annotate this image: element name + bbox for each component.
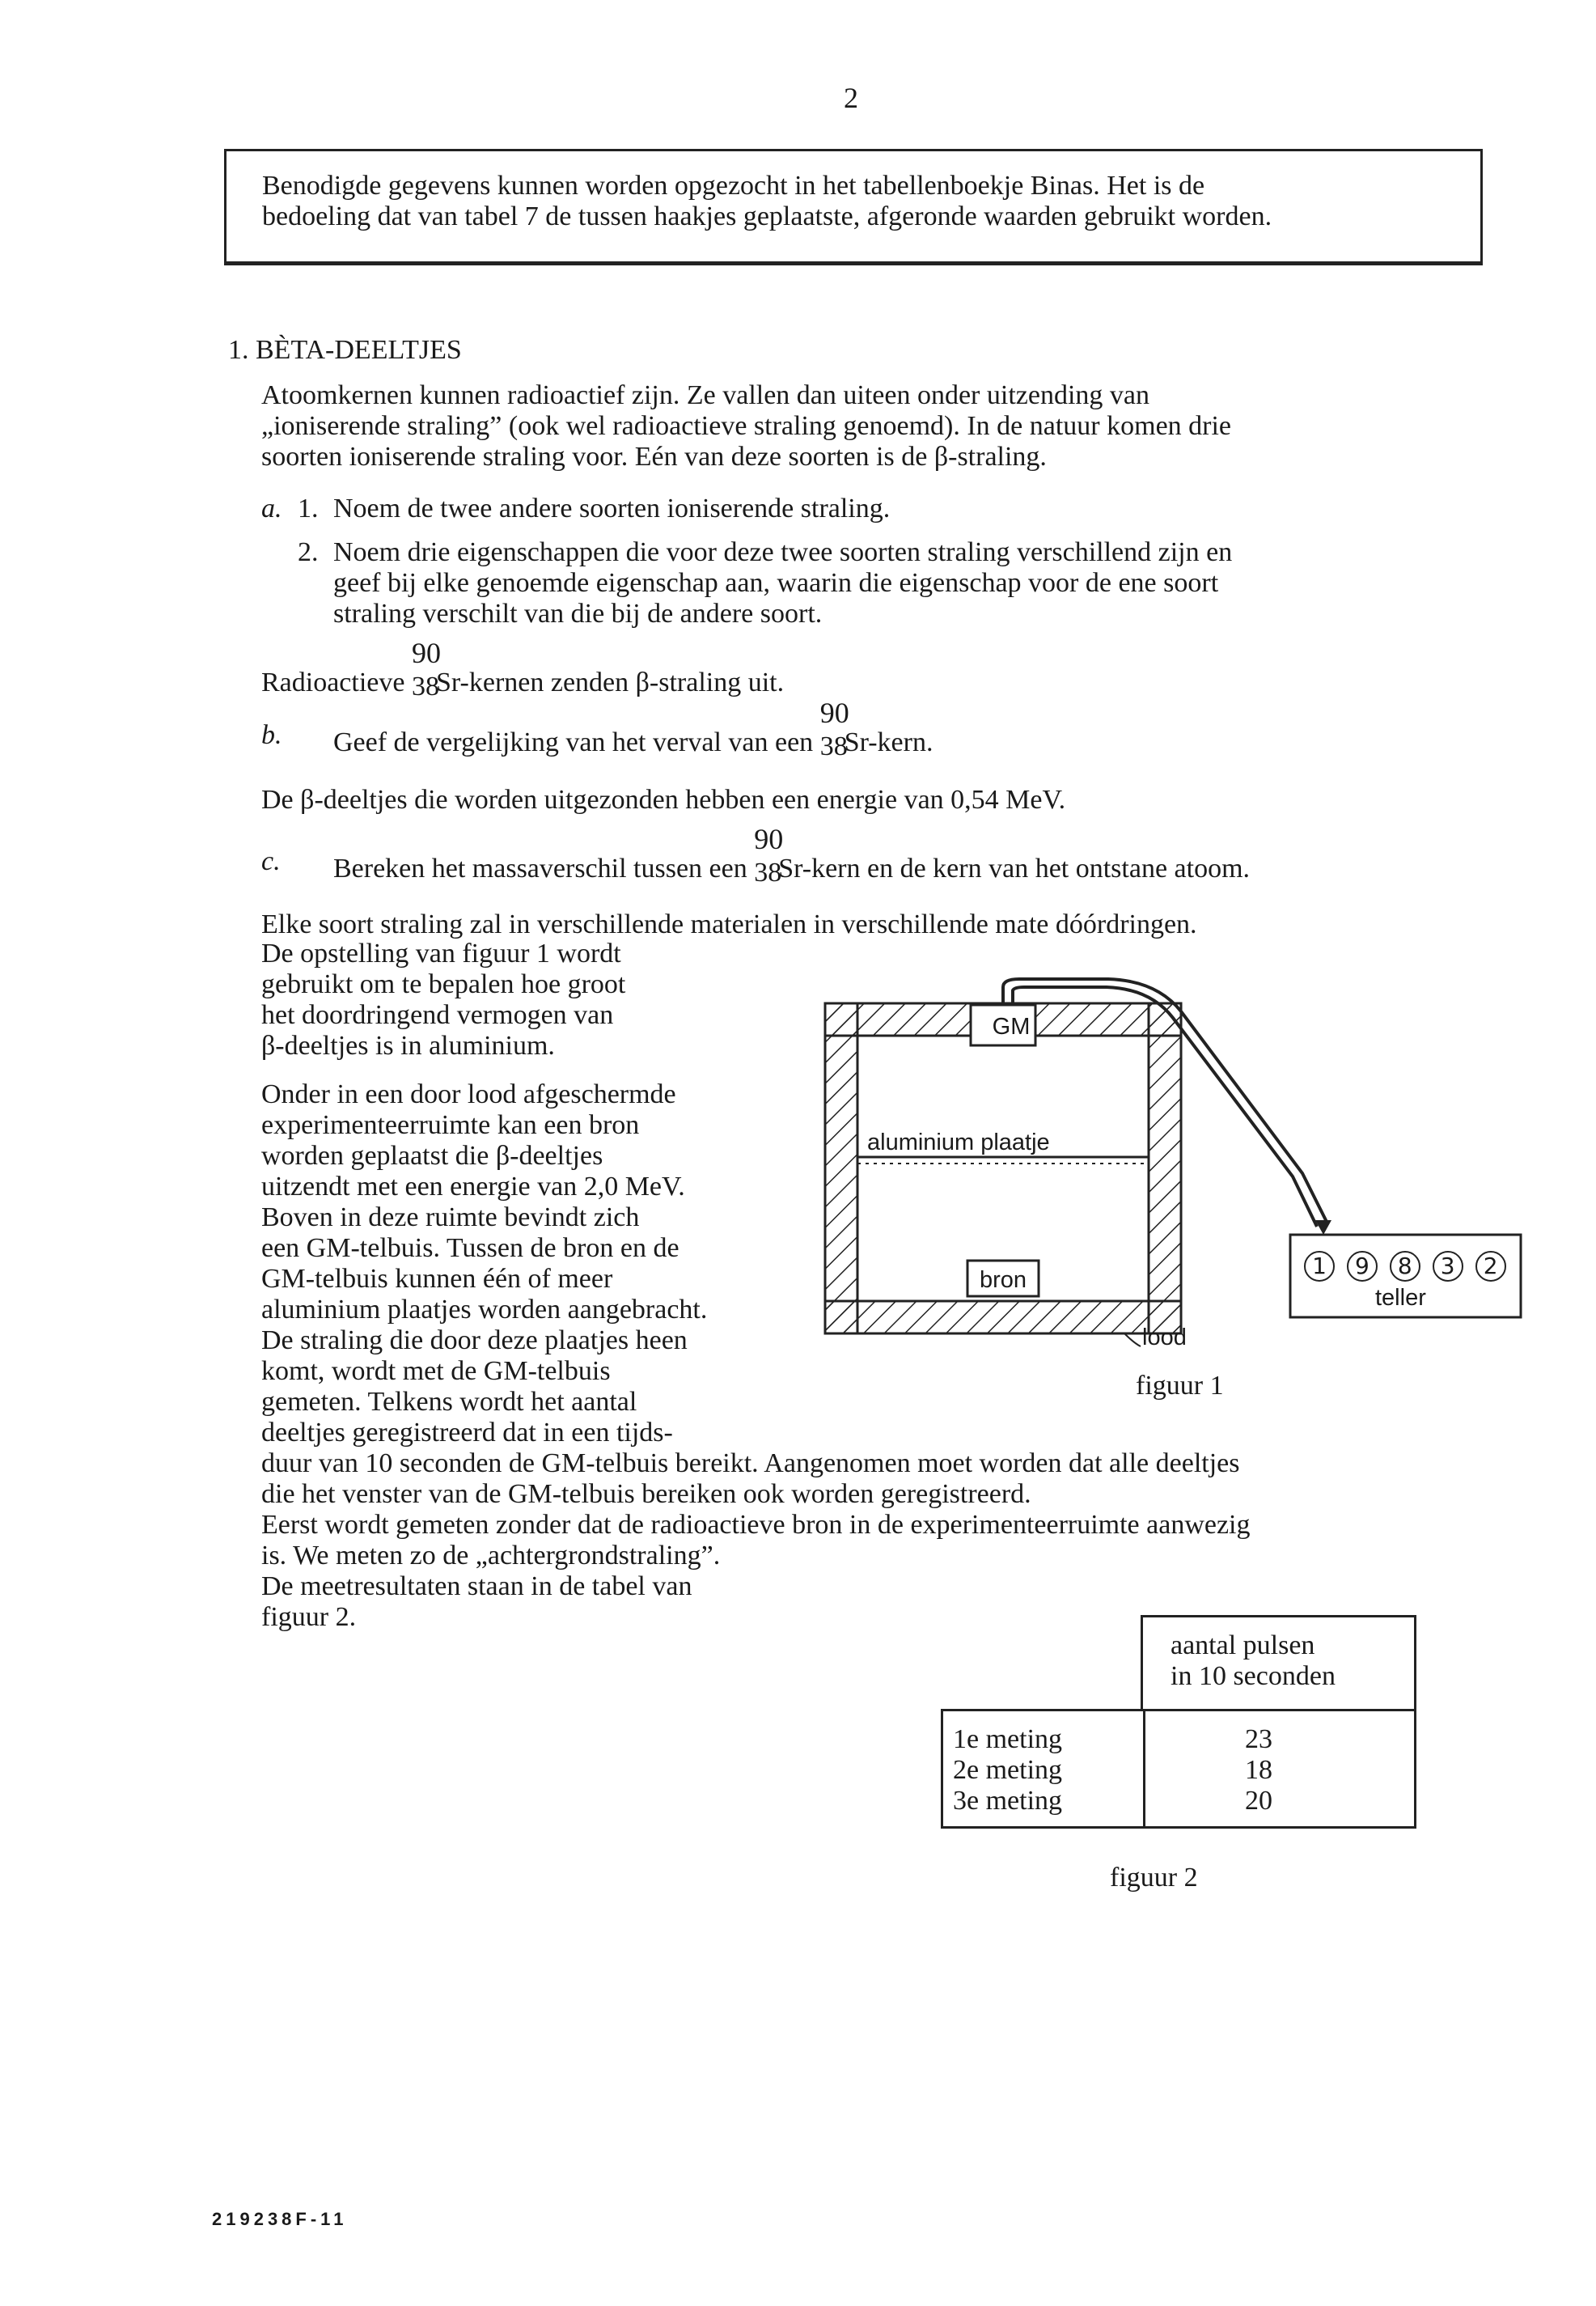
sr-intro-pre: Radioactieve [261, 668, 405, 697]
left-col-line-3: het doordringend vermogen van [261, 1000, 614, 1030]
left-col2-line-5: Boven in deze ruimte bevindt zich [261, 1202, 640, 1232]
sr-intro-post: Sr-kernen zenden β-straling uit. [435, 668, 785, 697]
sr-atomic-number-b: 38 [819, 731, 848, 761]
question-a2-number: 2. [298, 537, 319, 567]
question-a1-text: Noem de twee andere soorten ioniserende straling. [333, 494, 891, 524]
sr-mass-number-c: 90 [754, 823, 784, 855]
intro-line-1: Atoomkernen kunnen radioactief zijn. Ze vallen dan uiteen onder uitzending van [261, 380, 1149, 410]
sr-nuclide [411, 637, 441, 702]
left-col2-line-1: Onder in een door lood afgeschermde [261, 1079, 676, 1109]
notice-box [224, 149, 1483, 265]
plate-label: aluminium plaatje [867, 1130, 1050, 1155]
left-col2-line-7: GM-telbuis kunnen één of meer [261, 1264, 613, 1294]
gm-label: GM [992, 1014, 1031, 1040]
question-c-pre: Bereken het massaverschil tussen een [333, 854, 747, 884]
counter-digit-5: 2 [1475, 1251, 1506, 1282]
sr-mass-number: 90 [411, 637, 441, 669]
full-line-5: De meetresultaten staan in de tabel van [261, 1571, 692, 1601]
sr-intro [261, 637, 785, 702]
figure-2-table [941, 1615, 1412, 1829]
question-a1-number: 1. [298, 494, 319, 524]
left-col-line-4: β-deeltjes is in aluminium. [261, 1031, 555, 1061]
table-row-1-value: 23 [1245, 1724, 1272, 1754]
counter-display [1304, 1251, 1506, 1282]
left-col2-line-8: aluminium plaatjes worden aangebracht. [261, 1295, 708, 1325]
question-a2-line-3: straling verschilt van die bij de andere soort. [333, 599, 823, 629]
question-a-label: a. [261, 494, 282, 524]
question-b-label: b. [261, 720, 282, 750]
left-col-line-2: gebruikt om te bepalen hoe groot [261, 969, 626, 999]
sr-atomic-number: 38 [411, 672, 439, 702]
left-col2-line-6: een GM-telbuis. Tussen de bron en de [261, 1233, 679, 1263]
page-number: 2 [844, 82, 858, 114]
left-col2-line-2: experimenteerruimte kan een bron [261, 1110, 640, 1140]
figure-2-caption: figuur 2 [1110, 1863, 1198, 1893]
notice-line-2: bedoeling dat van tabel 7 de tussen haakjes geplaatste, afgeronde waarden gebruikt worden. [262, 201, 1272, 231]
left-col2-line-12: deeltjes geregistreerd dat in een tijds- [261, 1418, 673, 1448]
question-c-text [333, 823, 1251, 888]
question-c-label: c. [261, 846, 281, 876]
full-line-2: die het venster van de GM-telbuis bereiken ook worden geregistreerd. [261, 1479, 1031, 1509]
full-line-6: figuur 2. [261, 1602, 357, 1632]
table-header-cell [1141, 1615, 1416, 1711]
counter-digit-4: 3 [1433, 1251, 1463, 1282]
lead-label: lood [1142, 1325, 1187, 1350]
sr-nuclide-b [819, 697, 849, 761]
left-col2-line-11: gemeten. Telkens wordt het aantal [261, 1387, 637, 1417]
sr-mass-number-b: 90 [819, 697, 849, 729]
lead-pointer [1124, 1333, 1141, 1346]
left-col-line-1: De opstelling van figuur 1 wordt [261, 939, 621, 969]
table-row-3-label: 3e meting [953, 1786, 1063, 1816]
left-col2-line-9: De straling die door deze plaatjes heen [261, 1325, 688, 1355]
sr-atomic-number-c: 38 [754, 858, 782, 888]
table-body [941, 1709, 1416, 1829]
left-col2-line-3: worden geplaatst die β-deeltjes [261, 1141, 603, 1171]
cable-arrow [1315, 1220, 1331, 1235]
table-header-line-1: aantal pulsen [1171, 1630, 1315, 1660]
full-line-1: duur van 10 seconden de GM-telbuis bereikt. Aangenomen moet worden dat alle deeltjes [261, 1448, 1240, 1478]
counter-digit-2: 9 [1347, 1251, 1378, 1282]
sr-nuclide-c [754, 823, 784, 888]
counter-label: teller [1375, 1285, 1426, 1311]
figure-1-caption: figuur 1 [1136, 1371, 1224, 1401]
intro-line-2: „ioniserende straling” (ook wel radioactieve straling genoemd). In de natuur komen drie [261, 411, 1232, 441]
counter-digit-1: 1 [1304, 1251, 1335, 1282]
notice-line-1: Benodigde gegevens kunnen worden opgezocht in het tabellenboekje Binas. Het is de [262, 171, 1205, 201]
left-col2-line-4: uitzendt met een energie van 2,0 MeV. [261, 1172, 685, 1202]
question-a2-line-2: geef bij elke genoemde eigenschap aan, waarin die eigenschap voor de ene soort [333, 568, 1219, 598]
table-header-line-2: in 10 seconden [1171, 1661, 1336, 1691]
table-row-1-label: 1e meting [953, 1724, 1063, 1754]
full-line-3: Eerst wordt gemeten zonder dat de radioactieve bron in de experimenteerruimte aanwezig [261, 1510, 1251, 1540]
question-b-post: Sr-kern. [844, 727, 933, 757]
question-c-post: Sr-kern en de kern van het ontstane atoom. [778, 854, 1251, 884]
question-a2-line-1: Noem drie eigenschappen die voor deze twee soorten straling verschillend zijn en [333, 537, 1233, 567]
paragraph-penetration: Elke soort straling zal in verschillende materialen in verschillende mate dóórdringen. [261, 909, 1197, 939]
left-col2-line-10: komt, wordt met de GM-telbuis [261, 1356, 611, 1386]
energy-line: De β-deeltjes die worden uitgezonden hebben een energie van 0,54 MeV. [261, 785, 1066, 815]
question-b-text [333, 697, 933, 761]
table-row-2-value: 18 [1245, 1755, 1272, 1785]
counter-digit-3: 8 [1390, 1251, 1420, 1282]
intro-line-3: soorten ioniserende straling voor. Eén van deze soorten is de β-straling. [261, 442, 1047, 472]
table-row-3-value: 20 [1245, 1786, 1272, 1816]
footer-code: 219238F-11 [212, 2209, 348, 2229]
table-divider [1143, 1711, 1145, 1826]
question-b-pre: Geef de vergelijking van het verval van een [333, 727, 814, 757]
source-label: bron [979, 1267, 1027, 1293]
section-heading: 1. BÈTA-DEELTJES [228, 335, 462, 365]
full-line-4: is. We meten zo de „achtergrondstraling”. [261, 1541, 721, 1571]
table-row-2-label: 2e meting [953, 1755, 1063, 1785]
